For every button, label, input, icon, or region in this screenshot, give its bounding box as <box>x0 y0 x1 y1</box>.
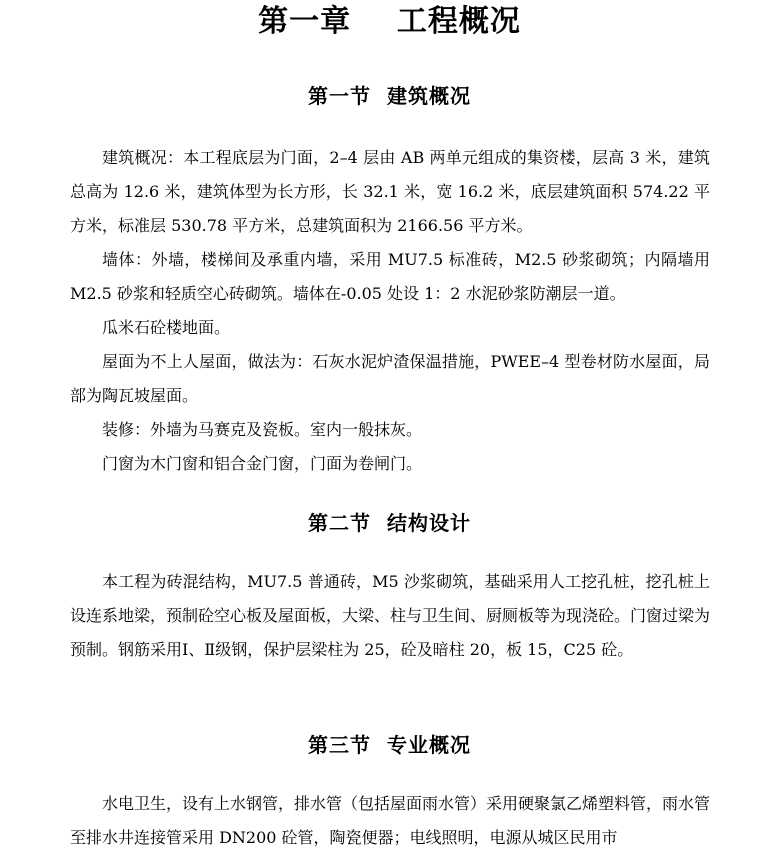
chapter-title: 第一章 工程概况 <box>258 4 521 39</box>
section-title-structure: 第二节 结构设计 <box>308 511 471 535</box>
paragraph-building-overview: 建筑概况：本工程底层为门面，2–4 层由 AB 两单元组成的集资楼，层高 3 米，建筑总高为 12.6 米，建筑体型为长方形，长 32.1 米，宽 16.2 米，底层建筑面积 574.22 平方米，标准层 530.78 平方米，总建筑面积为 2166.56 平方米。 <box>70 148 710 235</box>
paragraph-walls: 墙体：外墙，楼梯间及承重内墙，采用 MU7.5 标准砖，M2.5 砂浆砌筑；内隔墙用 M2.5 砂浆和轻质空心砖砌筑。墙体在-0.05 处设 1：2 水泥砂浆防潮层一道。 <box>70 250 710 303</box>
paragraph-roof: 屋面为不上人屋面，做法为：石灰水泥炉渣保温措施，PWEE–4 型卷材防水屋面，局部为陶瓦坡屋面。 <box>70 352 710 405</box>
paragraph-utilities: 水电卫生，设有上水钢管，排水管（包括屋面雨水管）采用硬聚氯乙烯塑料管，雨水管至排水井连接管采用 DN200 砼管，陶瓷便器；电线照明，电源从城区民用市 <box>70 794 711 847</box>
paragraph-structure: 本工程为砖混结构，MU7.5 普通砖，M5 沙浆砌筑，基础采用人工挖孔桩，挖孔桩上设连系地梁，预制砼空心板及屋面板，大梁、柱与卫生间、厨厕板等为现浇砼。门窗过梁为预制。钢筋采用Ⅰ、Ⅱ级钢，保护层梁柱为 25，砼及暗柱 20，板 15，C25 砼。 <box>70 572 711 659</box>
section-title-specialty: 第三节 专业概况 <box>308 733 471 757</box>
section-title-building: 第一节 建筑概况 <box>308 84 471 108</box>
paragraph-doors-windows: 门窗为木门窗和铝合金门窗，门面为卷闸门。 <box>102 454 423 473</box>
paragraph-floor: 瓜米石砼楼地面。 <box>102 318 231 337</box>
paragraph-decoration: 装修：外墙为马赛克及瓷板。室内一般抹灰。 <box>102 420 423 439</box>
